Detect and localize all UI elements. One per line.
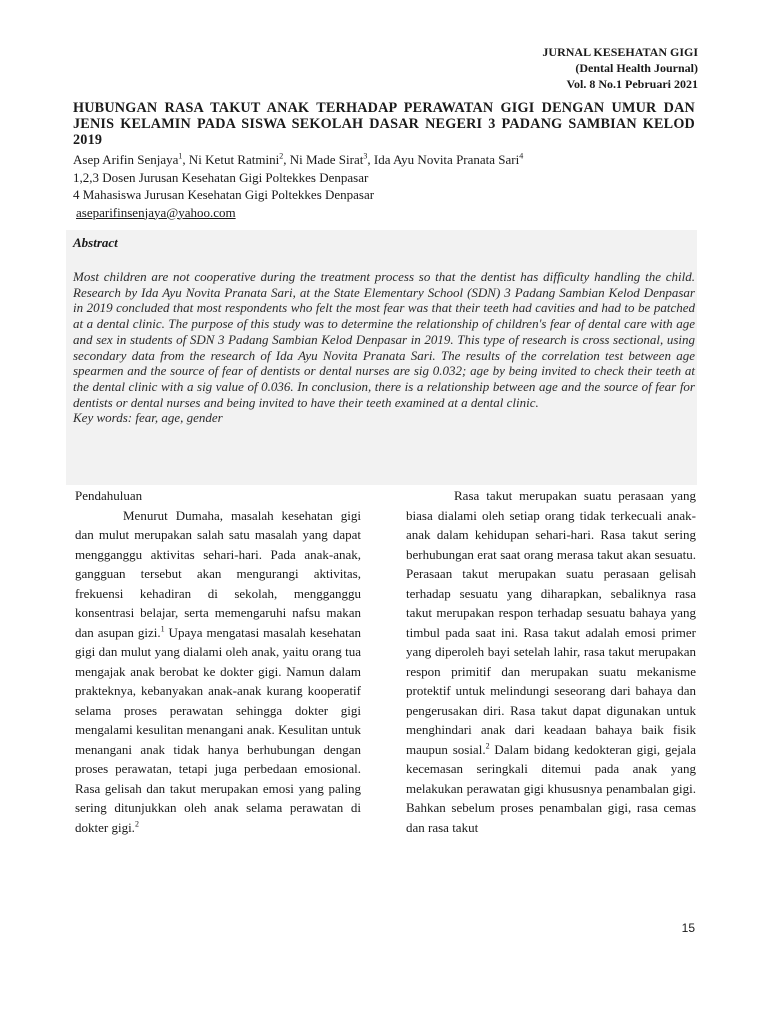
right-column — [406, 486, 696, 837]
author-list — [73, 151, 703, 169]
left-column — [75, 486, 361, 837]
author-name: Asep Arifin Senjaya — [73, 152, 179, 167]
author-email-link[interactable]: aseparifinsenjaya@yahoo.com — [76, 204, 236, 220]
author-name: Ni Ketut Ratmini — [188, 152, 280, 167]
paper-title: HUBUNGAN RASA TAKUT ANAK TERHADAP PERAWATAN GIGI DENGAN UMUR DAN JENIS KELAMIN PADA SISWA SEKOLAH DASAR NEGERI 3 PADANG SAMBIAN KELOD 2019 — [73, 100, 695, 148]
journal-volume: Vol. 8 No.1 Pebruari 2021 — [566, 77, 698, 91]
paragraph-text: Dalam bidang kedokteran gigi, gejala kecemasan seringkali ditemui pada anak yang melakukan perawatan gigi khususnya penambalan gigi. Bahkan sebelum proses penambalan gigi, rasa cemas dan rasa takut — [406, 741, 696, 835]
author-affiliation-mark: 1 — [178, 151, 183, 161]
journal-name: JURNAL KESEHATAN GIGI — [542, 45, 698, 59]
author-separator: , — [367, 152, 374, 167]
author-name: Ida Ayu Novita Pranata Sari — [373, 152, 520, 167]
author-affiliation-mark: 3 — [363, 151, 368, 161]
paragraph-text: Menurut Dumaha, masalah kesehatan gigi dan mulut merupakan salah satu masalah yang dapat mengganggu aktivitas sehari-hari. Pada anak-anak, gangguan tersebut akan mengurangi aktivitas, frekuensi kehadiran di sekolah, mengganggu konsentrasi belajar, serta memengaruhi nafsu makan dan asupan gizi. — [75, 507, 361, 640]
paragraph-text: Rasa takut merupakan suatu perasaan yang biasa dialami oleh setiap orang tidak terkecuali anak-anak dalam kehidupan sehari-hari. Rasa takut sering berhubungan erat saat orang merasa takut akan sesuatu. Perasaan takut merupakan suatu perasaan gelisah terhadap sesuatu yang diharapkan, sebaliknya rasa takut merupakan respon terhadap sesuatu bahaya yang timbul pada saat ini. Rasa takut adalah emosi primer yang diperoleh bayi setelah lahir, rasa takut merupakan respon primitif dan merupakan suatu mekanisme protektif untuk melindungi seseorang dari bahaya dan pengerusakan diri. Rasa takut dapat digunakan untuk menghindari anak dari keadaan bahaya baik fisik maupun sosial. — [406, 488, 696, 757]
author-block — [73, 151, 703, 221]
citation-ref: 1 — [160, 624, 165, 634]
abstract-text: Most children are not cooperative during the treatment process so that the dentist has difficulty handling the child. Research by Ida Ayu Novita Pranata Sari, at the State Elementary School (SDN) 3 Padang Sambian Kelod Denpasar in 2019 concluded that most respondents who felt the most fear was that their teeth had cavities and had to be patched at a dental clinic. The purpose of this study was to determine the relationship of children's fear of dental care with age and sex in students of SDN 3 Padang Sambian Kelod Denpasar in 2019. This type of research is cross sectional, using secondary data from the research of Ida Ayu Novita Pranata Sari. The results of the correlation test between age spearmen and the source of fear of dentists or dental nurses are sig 0.032; age by being invited to check their teeth at the dental clinic with a sig value of 0.036. In conclusion, there is a relationship between age and the source of fear for dentists or dental nurses and being invited to have their teeth examined at a dental clinic. — [73, 269, 695, 410]
page-number: 15 — [681, 921, 695, 935]
abstract-box — [66, 230, 697, 485]
author-separator: , — [283, 152, 290, 167]
affiliation-student: 4 Mahasiswa Jurusan Kesehatan Gigi Poltekkes Denpasar — [73, 187, 375, 202]
author-affiliation-mark: 4 — [519, 151, 524, 161]
author-separator: , — [182, 152, 189, 167]
paragraph-text: Upaya mengatasi masalah kesehatan gigi dan mulut yang dialami oleh anak, yaitu orang tua mengajak anak berobat ke dokter gigi. Namun dalam prakteknya, kebanyakan anak-anak kurang kooperatif selama proses perawatan sehingga dokter gigi mengalami kesulitan menangani anak. Kesulitan untuk menangani anak tidak hanya berhubungan dengan proses perawatan, tetapi juga perbedaan emosional. Rasa gelisah dan takut merupakan emosi yang paling sering ditunjukkan oleh anak selama perawatan di dokter gigi. — [75, 624, 361, 835]
journal-header — [542, 44, 698, 92]
citation-ref: 2 — [134, 819, 139, 829]
author-name: Ni Made Sirat — [289, 152, 364, 167]
section-heading: Pendahuluan — [75, 488, 143, 503]
paragraph — [75, 506, 361, 838]
citation-ref: 2 — [485, 741, 490, 751]
affiliation-lecturers: 1,2,3 Dosen Jurusan Kesehatan Gigi Poltekkes Denpasar — [73, 169, 369, 185]
author-affiliation-mark: 2 — [279, 151, 284, 161]
abstract-heading: Abstract — [73, 235, 118, 250]
paragraph — [406, 486, 696, 837]
journal-subtitle: (Dental Health Journal) — [575, 61, 698, 75]
keywords: Key words: fear, age, gender — [73, 410, 223, 426]
